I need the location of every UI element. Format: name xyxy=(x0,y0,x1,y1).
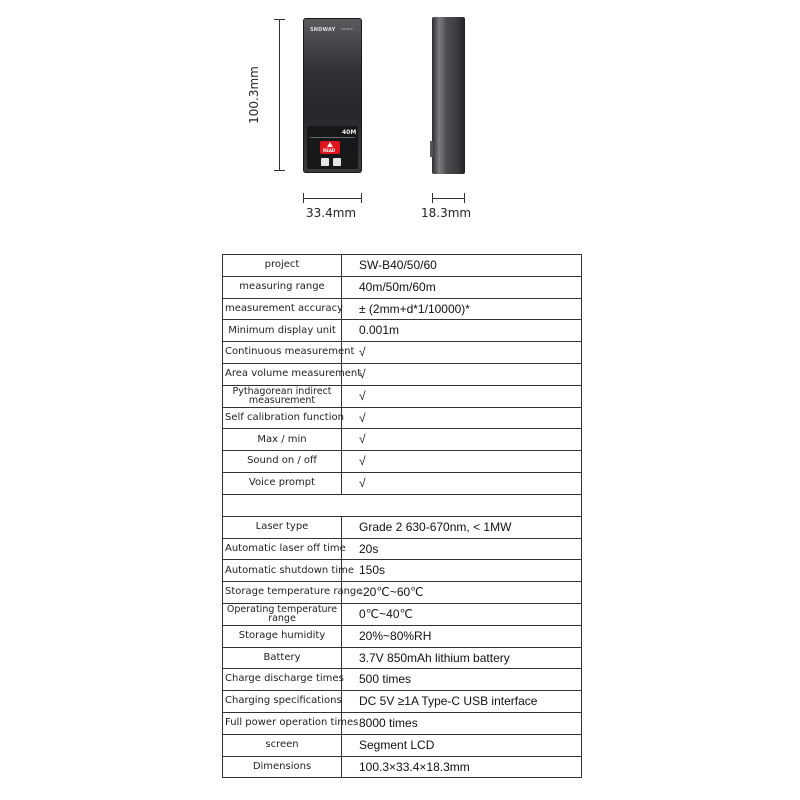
spec-value: √ xyxy=(342,342,582,364)
spec-value: -20℃~60℃ xyxy=(342,582,582,604)
spec-value: SW-B40/50/60 xyxy=(342,255,582,277)
spec-value: √ xyxy=(342,385,582,407)
device-side-view xyxy=(432,17,465,174)
table-row xyxy=(223,429,582,451)
spec-value: 500 times xyxy=(342,669,582,691)
spec-key: Pythagorean indirect measurement xyxy=(223,385,342,407)
table-row xyxy=(223,320,582,342)
side-port-notch xyxy=(430,141,433,157)
device-model: SW-B40 xyxy=(341,27,353,31)
spec-value: √ xyxy=(342,407,582,429)
laser-warning-icon xyxy=(327,142,333,147)
spec-value: 0.001m xyxy=(342,320,582,342)
table-row xyxy=(223,472,582,494)
table-spacer-row xyxy=(223,494,582,516)
spec-key: Laser type xyxy=(223,516,342,538)
spec-key: Storage humidity xyxy=(223,625,342,647)
read-button xyxy=(320,141,340,154)
device-front-view xyxy=(303,18,362,173)
spec-value: DC 5V ≥1A Type-C USB interface xyxy=(342,691,582,713)
device-brand: SNDWAY xyxy=(310,27,336,33)
spacer-cell xyxy=(223,494,582,516)
spec-key: Sound on / off xyxy=(223,451,342,473)
table-row xyxy=(223,647,582,669)
depth-dimension-cap-right xyxy=(464,193,465,203)
spec-value: ± (2mm+d*1/10000)* xyxy=(342,298,582,320)
spec-key: Minimum display unit xyxy=(223,320,342,342)
spec-value: √ xyxy=(342,429,582,451)
spec-value: √ xyxy=(342,472,582,494)
table-row xyxy=(223,734,582,756)
table-row xyxy=(223,625,582,647)
spec-value: 150s xyxy=(342,560,582,582)
spec-value: Segment LCD xyxy=(342,734,582,756)
table-row xyxy=(223,669,582,691)
spec-key: Dimensions xyxy=(223,756,342,778)
table-row xyxy=(223,276,582,298)
table-row xyxy=(223,560,582,582)
spec-key: Self calibration function xyxy=(223,407,342,429)
device-range-label: 40M xyxy=(342,129,357,136)
table-row xyxy=(223,516,582,538)
table-row xyxy=(223,255,582,277)
table-row xyxy=(223,451,582,473)
spec-key: Charging specifications xyxy=(223,691,342,713)
spec-key: Operating temperature range xyxy=(223,603,342,625)
spec-value: √ xyxy=(342,451,582,473)
spec-key: Charge discharge times xyxy=(223,669,342,691)
spec-key: Storage temperature range xyxy=(223,582,342,604)
spec-value: 8000 times xyxy=(342,712,582,734)
width-dimension-cap-right xyxy=(361,193,362,203)
spec-key: Voice prompt xyxy=(223,472,342,494)
depth-dimension-label: 18.3mm xyxy=(421,206,472,220)
table-row xyxy=(223,756,582,778)
spec-key: Automatic shutdown time xyxy=(223,560,342,582)
table-row xyxy=(223,407,582,429)
table-row xyxy=(223,538,582,560)
spec-key: Max / min xyxy=(223,429,342,451)
spec-value: 20%~80%RH xyxy=(342,625,582,647)
mode-button-icon xyxy=(321,158,329,166)
height-dimension-line xyxy=(279,19,280,170)
spec-value: 3.7V 850mAh lithium battery xyxy=(342,647,582,669)
width-dimension-label: 33.4mm xyxy=(306,206,357,220)
height-dimension-label: 100.3mm xyxy=(247,66,261,124)
height-dimension-cap-bottom xyxy=(274,170,285,171)
power-button-icon xyxy=(333,158,341,166)
spec-key: measurement accuracy xyxy=(223,298,342,320)
spec-value: 20s xyxy=(342,538,582,560)
spec-key: project xyxy=(223,255,342,277)
table-row xyxy=(223,342,582,364)
spec-table xyxy=(222,254,582,778)
spec-key: Area volume measurement xyxy=(223,363,342,385)
table-row xyxy=(223,712,582,734)
device-panel-divider xyxy=(310,137,355,138)
spec-key: Continuous measurement xyxy=(223,342,342,364)
spec-key: measuring range xyxy=(223,276,342,298)
table-row xyxy=(223,385,582,407)
width-dimension-line xyxy=(303,198,362,199)
spec-value: √ xyxy=(342,363,582,385)
table-row xyxy=(223,691,582,713)
table-row xyxy=(223,363,582,385)
table-row xyxy=(223,603,582,625)
spec-key: Battery xyxy=(223,647,342,669)
spec-key: Full power operation times xyxy=(223,712,342,734)
table-row xyxy=(223,298,582,320)
spec-key: Automatic laser off time xyxy=(223,538,342,560)
read-button-label: READ xyxy=(323,148,336,153)
table-row xyxy=(223,582,582,604)
spec-key: screen xyxy=(223,734,342,756)
spec-value: Grade 2 630-670nm, < 1MW xyxy=(342,516,582,538)
spec-value: 100.3×33.4×18.3mm xyxy=(342,756,582,778)
depth-dimension-line xyxy=(432,198,465,199)
spec-value: 40m/50m/60m xyxy=(342,276,582,298)
spec-value: 0℃~40℃ xyxy=(342,603,582,625)
product-figure xyxy=(0,0,800,240)
